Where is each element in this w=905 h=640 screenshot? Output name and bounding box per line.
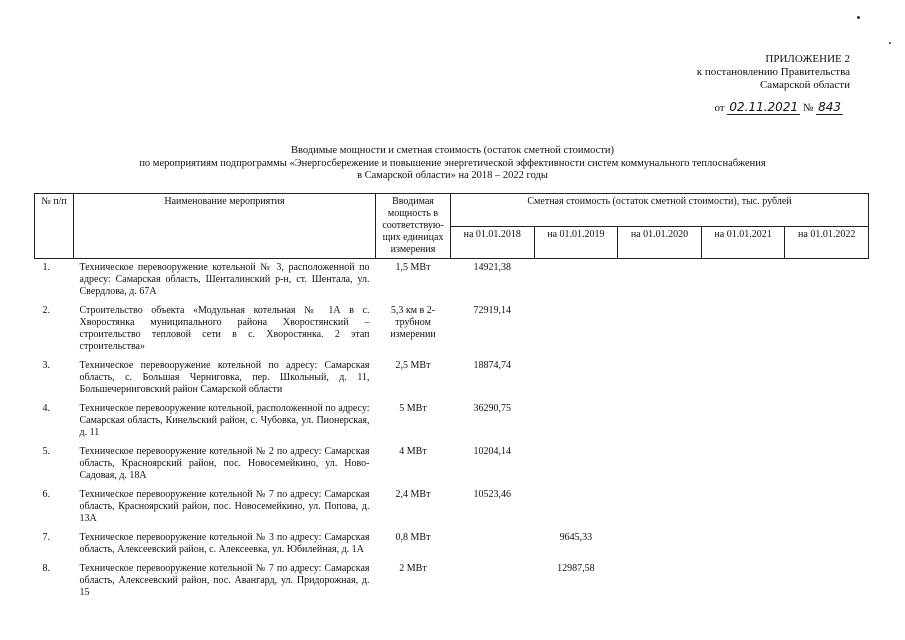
row-name: Техническое перевооружение котельной по адресу: Самарская область, с. Большая Черниговка, пер. Школьный, д. 11, Большечерниговский район Самарской области bbox=[79, 360, 370, 395]
row-value-2021 bbox=[701, 443, 785, 486]
header-2020: на 01.01.2020 bbox=[618, 226, 702, 259]
appendix-line-2: к постановлению Правительства bbox=[696, 66, 850, 78]
document-date-line bbox=[714, 100, 843, 114]
header-capacity: Вводимая мощность в соответствую-щих единицах измерения bbox=[376, 194, 451, 259]
row-value-2022 bbox=[785, 302, 869, 357]
header-2021: на 01.01.2021 bbox=[701, 226, 785, 259]
appendix-title: ПРИЛОЖЕНИЕ 2 bbox=[765, 53, 850, 65]
row-capacity: 1,5 МВт bbox=[395, 262, 431, 273]
scan-speck bbox=[857, 16, 860, 19]
row-capacity: 2,5 МВт bbox=[395, 360, 431, 371]
row-value-2020 bbox=[618, 443, 702, 486]
row-value-2019: 12987,58 bbox=[557, 563, 595, 574]
row-capacity: 2,4 МВт bbox=[395, 489, 431, 500]
header-cost-group: Сметная стоимость (остаток сметной стоимости), тыс. рублей bbox=[451, 194, 869, 227]
appendix-block bbox=[630, 53, 850, 92]
row-value-2020 bbox=[618, 400, 702, 443]
header-name: Наименование мероприятия bbox=[74, 194, 376, 259]
row-value-2019 bbox=[534, 357, 618, 400]
row-value-2019 bbox=[534, 486, 618, 529]
row-number: 7. bbox=[42, 532, 50, 543]
row-value-2020 bbox=[618, 357, 702, 400]
row-value-2020 bbox=[618, 486, 702, 529]
row-value-2021 bbox=[701, 400, 785, 443]
row-value-2018 bbox=[451, 560, 535, 603]
row-value-2022 bbox=[785, 529, 869, 560]
row-value-2021 bbox=[701, 486, 785, 529]
row-value-2021 bbox=[701, 259, 785, 303]
row-capacity: 5 МВт bbox=[399, 403, 427, 414]
date-prefix: от bbox=[714, 102, 725, 114]
row-capacity: 2 МВт bbox=[399, 563, 427, 574]
row-value-2018: 72919,14 bbox=[473, 305, 512, 316]
row-value-2022 bbox=[785, 400, 869, 443]
header-2018: на 01.01.2018 bbox=[451, 226, 535, 259]
handwritten-number: 843 bbox=[818, 100, 841, 114]
row-value-2020 bbox=[618, 529, 702, 560]
table-row bbox=[35, 400, 869, 443]
appendix-line-3: Самарской области bbox=[759, 79, 850, 91]
row-value-2018 bbox=[451, 529, 535, 560]
row-name: Техническое перевооружение котельной № 7 по адресу: Самарская область, Красноярский район, пос. Новосемейкино, ул. Попова, д. 13А bbox=[79, 489, 370, 524]
title-line-1: Вводимые мощности и сметная стоимость (остаток сметной стоимости) bbox=[290, 145, 615, 156]
scan-speck bbox=[889, 42, 891, 44]
document-title bbox=[40, 145, 865, 183]
row-value-2020 bbox=[618, 302, 702, 357]
table-row bbox=[35, 357, 869, 400]
row-value-2018: 36290,75 bbox=[473, 403, 512, 414]
row-value-2020 bbox=[618, 560, 702, 603]
row-value-2019: 9645,33 bbox=[559, 532, 593, 543]
header-2019: на 01.01.2019 bbox=[534, 226, 618, 259]
row-value-2021 bbox=[701, 560, 785, 603]
handwritten-date: 02.11.2021 bbox=[729, 100, 799, 114]
row-value-2019 bbox=[534, 400, 618, 443]
table-row bbox=[35, 529, 869, 560]
row-number: 6. bbox=[42, 489, 50, 500]
row-name: Техническое перевооружение котельной № 3 по адресу: Самарская область, Алексеевский район, с. Алексеевка, ул. Юбилейная, д. 1А bbox=[79, 532, 370, 555]
row-number: 5. bbox=[42, 446, 50, 457]
row-value-2021 bbox=[701, 302, 785, 357]
row-name: Строительство объекта «Модульная котельная № 1А в с. Хворостянка муниципального района Хворостянский – строительство тепловой сети в с. Хворостянка. 2 этап строительства» bbox=[79, 305, 370, 352]
row-capacity: 4 МВт bbox=[399, 446, 427, 457]
row-value-2022 bbox=[785, 259, 869, 303]
table-row bbox=[35, 259, 869, 303]
row-name: Техническое перевооружение котельной № 2 по адресу: Самарская область, Красноярский район, пос. Новосемейкино, ул. Ново-Садовая, д. 18А bbox=[79, 446, 370, 481]
row-number: 1. bbox=[42, 262, 50, 273]
number-label: № bbox=[802, 102, 814, 114]
measures-table bbox=[34, 193, 869, 603]
row-value-2021 bbox=[701, 357, 785, 400]
row-value-2018: 14921,38 bbox=[473, 262, 512, 273]
row-capacity: 5,3 км в 2-трубном измерении bbox=[390, 305, 436, 340]
row-value-2021 bbox=[701, 529, 785, 560]
header-2022: на 01.01.2022 bbox=[785, 226, 869, 259]
row-value-2019 bbox=[534, 443, 618, 486]
row-value-2019 bbox=[534, 259, 618, 303]
row-number: 8. bbox=[42, 563, 50, 574]
row-value-2022 bbox=[785, 560, 869, 603]
row-number: 4. bbox=[42, 403, 50, 414]
row-value-2022 bbox=[785, 443, 869, 486]
row-capacity: 0,8 МВт bbox=[395, 532, 431, 543]
row-name: Техническое перевооружение котельной № 3, расположенной по адресу: Самарская область, Шенталинский р-н, ст. Шентала, ул. Свердлова, д. 67А bbox=[79, 262, 370, 297]
header-num: № п/п bbox=[35, 194, 74, 259]
table-row bbox=[35, 302, 869, 357]
row-value-2018: 18874,74 bbox=[473, 360, 512, 371]
row-value-2018: 10523,46 bbox=[473, 489, 512, 500]
row-name: Техническое перевооружение котельной, расположенной по адресу: Самарская область, Кинельский район, с. Чубовка, ул. Пионерская, д. 11 bbox=[79, 403, 370, 438]
row-number: 3. bbox=[42, 360, 50, 371]
table-row bbox=[35, 486, 869, 529]
table-row bbox=[35, 560, 869, 603]
row-value-2020 bbox=[618, 259, 702, 303]
row-name: Техническое перевооружение котельной № 7 по адресу: Самарская область, Алексеевский район, пос. Авангард, ул. Придорожная, д. 15 bbox=[79, 563, 370, 598]
title-line-2: по мероприятиям подпрограммы «Энергосбережение и повышение энергетической эффективности систем коммунального теплоснабжения bbox=[139, 157, 766, 169]
row-value-2022 bbox=[785, 357, 869, 400]
row-value-2022 bbox=[785, 486, 869, 529]
row-number: 2. bbox=[42, 305, 50, 316]
row-value-2018: 10204,14 bbox=[473, 446, 512, 457]
row-value-2019 bbox=[534, 302, 618, 357]
table-row bbox=[35, 443, 869, 486]
title-line-3: в Самарской области» на 2018 – 2022 годы bbox=[357, 170, 548, 181]
